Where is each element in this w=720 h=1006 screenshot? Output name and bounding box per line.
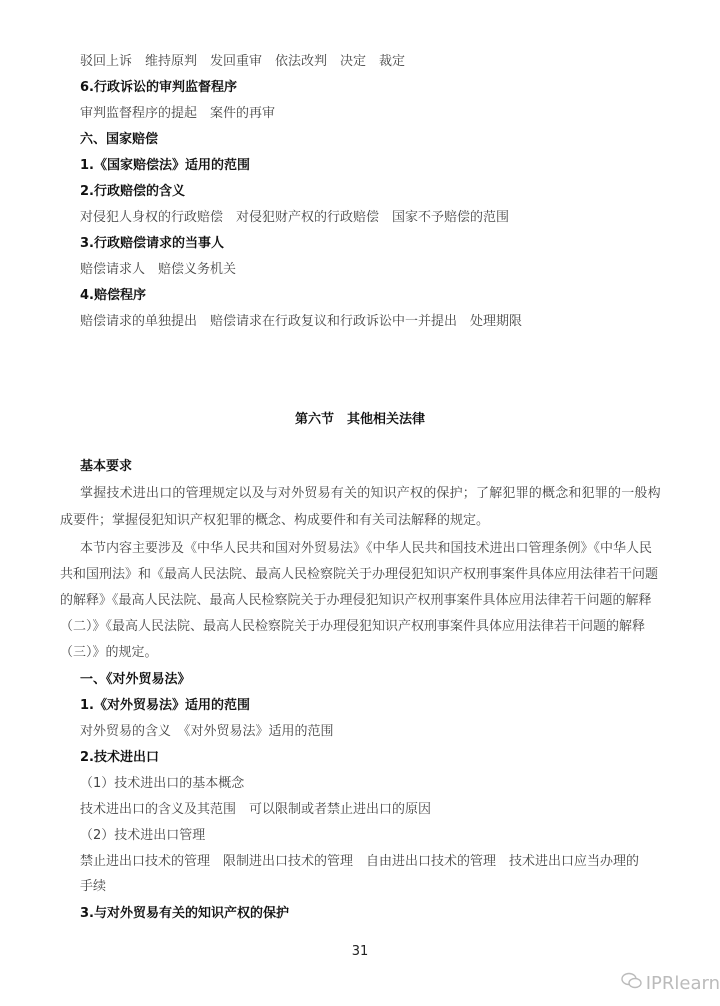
- text-line: 驳回上诉 维持原判 发回重审 依法改判 决定 裁定: [80, 54, 406, 69]
- paragraph-line: 掌握技术进出口的管理规定以及与对外贸易有关的知识产权的保护；了解犯罪的概念和犯罪的一般构: [80, 486, 661, 501]
- paragraph-line: 的解释》《最高人民法院、最高人民检察院关于办理侵犯知识产权刑事案件具体应用法律若干问题的解释: [60, 593, 652, 608]
- text-line: 对侵犯人身权的行政赔偿 对侵犯财产权的行政赔偿 国家不予赔偿的范围: [80, 210, 510, 225]
- subheading: （2）技术进出口管理: [80, 828, 206, 843]
- heading: 3.与对外贸易有关的知识产权的保护: [80, 906, 289, 921]
- text-line: 审判监督程序的提起 案件的再审: [80, 106, 276, 121]
- text-line: 赔偿请求的单独提出 赔偿请求在行政复议和行政诉讼中一并提出 处理期限: [80, 314, 523, 329]
- heading: 1.《对外贸易法》适用的范围: [80, 698, 250, 713]
- watermark: [621, 972, 720, 995]
- paragraph-line: 成要件；掌握侵犯知识产权犯罪的概念、构成要件和有关司法解释的规定。: [60, 513, 490, 528]
- heading: 2.技术进出口: [80, 750, 159, 765]
- subheading: （1）技术进出口的基本概念: [80, 776, 245, 791]
- paragraph-line: （三）》的规定。: [60, 645, 158, 660]
- heading: 一、《对外贸易法》: [80, 672, 191, 687]
- heading: 3.行政赔偿请求的当事人: [80, 236, 224, 251]
- text-line: 对外贸易的含义 《对外贸易法》适用的范围: [80, 724, 334, 739]
- heading: 1.《国家赔偿法》适用的范围: [80, 158, 250, 173]
- wechat-icon: [621, 972, 643, 995]
- text-line: 技术进出口的含义及其范围 可以限制或者禁止进出口的原因: [80, 802, 432, 817]
- text-line: 手续: [80, 879, 107, 894]
- requirements-heading: 基本要求: [80, 459, 133, 474]
- paragraph-line: 本节内容主要涉及《中华人民共和国对外贸易法》《中华人民共和国技术进出口管理条例》《中华人民: [80, 541, 653, 556]
- heading: 6.行政诉讼的审判监督程序: [80, 80, 237, 95]
- paragraph-line: 共和国刑法》和《最高人民法院、最高人民检察院关于办理侵犯知识产权刑事案件具体应用法律若干问题: [60, 567, 659, 582]
- paragraph-line: （二）》《最高人民法院、最高人民检察院关于办理侵犯知识产权刑事案件具体应用法律若干问题的解释: [60, 619, 646, 634]
- heading: 4.赔偿程序: [80, 288, 146, 303]
- watermark-text: IPRlearn: [645, 973, 720, 994]
- section-title: 第六节 其他相关法律: [294, 412, 425, 427]
- text-line: 赔偿请求人 赔偿义务机关: [80, 262, 237, 277]
- page-number: 31: [351, 944, 369, 959]
- heading: 六、国家赔偿: [80, 132, 159, 147]
- heading: 2.行政赔偿的含义: [80, 184, 185, 199]
- text-line: 禁止进出口技术的管理 限制进出口技术的管理 自由进出口技术的管理 技术进出口应当办理的: [80, 854, 640, 869]
